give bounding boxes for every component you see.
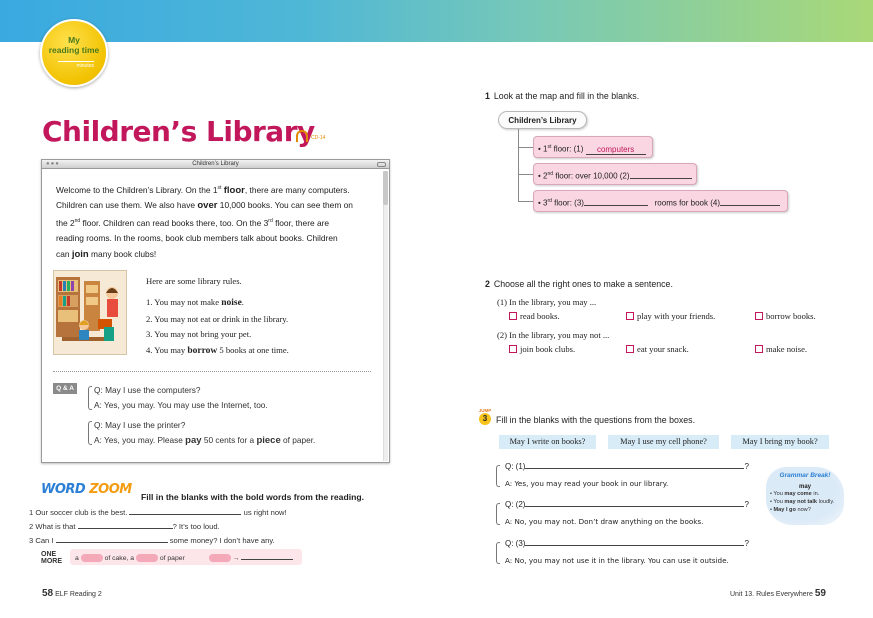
answer-pill[interactable] <box>209 554 231 562</box>
word-zoom-item-1: 1 Our soccer club is the best. us right now! <box>29 508 287 517</box>
qa-bracket <box>496 465 500 487</box>
window-controls-icon: ●●● <box>46 161 60 167</box>
qa-bracket <box>88 421 92 445</box>
question-2-heading: 2 Choose all the right ones to make a sentence. <box>485 279 673 289</box>
scrollbar-thumb <box>383 171 388 205</box>
one-more-logo: ONE MORE <box>41 551 62 565</box>
passage-line: the 2nd floor. Children can read books there, too. On the 3rd floor, there are <box>56 217 330 228</box>
floor-2-box: • 2nd floor: over 10,000 (2) <box>533 163 697 185</box>
bold-word: pay <box>185 435 202 446</box>
q2-option[interactable]: eat your snack. <box>626 344 689 354</box>
qa-bracket <box>88 386 92 410</box>
badge-line1: My <box>68 35 80 45</box>
map-root-node: Children’s Library <box>498 111 587 129</box>
question-box: May I bring my book? <box>731 435 829 449</box>
window-title: Children’s Library <box>192 161 239 167</box>
bold-word: piece <box>256 435 281 446</box>
library-illustration <box>53 270 127 355</box>
answer-pill[interactable] <box>81 554 103 562</box>
question-3-heading: Fill in the blanks with the questions from the boxes. <box>496 415 696 425</box>
checkbox[interactable] <box>626 312 634 320</box>
qa-bracket <box>496 542 500 564</box>
page-number: 58 <box>42 588 54 599</box>
map-connector <box>518 147 533 148</box>
checkbox[interactable] <box>509 345 517 353</box>
answer-blank[interactable] <box>525 500 744 507</box>
book-title: ELF Reading 2 <box>55 591 102 598</box>
reading-passage <box>56 181 372 263</box>
floor-3-box: • 3rd floor: (3) rooms for book (4) <box>533 190 788 212</box>
passage-line: can join many book clubs! <box>56 248 157 260</box>
grammar-example: • You may come in. <box>770 491 820 497</box>
q2-option[interactable]: make noise. <box>755 344 807 354</box>
word-zoom-logo: WORD ZOOM <box>41 482 132 497</box>
qa-question: Q: May I use the computers? <box>94 385 201 395</box>
answer-blank[interactable] <box>525 462 744 469</box>
unit-title: Unit 13. Rules Everywhere <box>730 591 813 598</box>
q3-question-3: Q: (3) ? <box>505 539 749 548</box>
answer-blank[interactable] <box>78 522 173 529</box>
window-scrollbar <box>383 171 388 461</box>
passage-line: reading rooms. In the rooms, book club members talk about books. Children <box>56 233 338 244</box>
checkbox[interactable] <box>755 345 763 353</box>
floor-1-box: • 1st floor: (1) computers <box>533 136 653 158</box>
answer-blank[interactable] <box>525 539 744 546</box>
q2-option[interactable]: borrow books. <box>755 311 816 321</box>
page-number: 59 <box>814 588 826 599</box>
headphones-icon <box>296 130 308 142</box>
question-box: May I write on books? <box>499 435 596 449</box>
passage-line: Children can use them. We also have over 10,000 books. You can see them on <box>56 200 353 212</box>
question-box: May I use my cell phone? <box>608 435 719 449</box>
q3-answer-1: A: Yes, you may read your book in our library. <box>505 479 669 488</box>
jump-icon: JUMP 3 <box>478 408 492 423</box>
q2-sentence-2: (2) In the library, you may not ... <box>497 330 610 340</box>
qa-block-1 <box>86 383 376 413</box>
grammar-example: • May I go now? <box>770 507 811 513</box>
bold-word: floor <box>223 184 245 196</box>
map-connector <box>518 129 519 202</box>
reading-time-badge <box>40 19 108 87</box>
qa-block-2 <box>86 418 376 448</box>
q2-option[interactable]: read books. <box>509 311 560 321</box>
one-more-text: a of cake, a of paper → <box>75 553 293 562</box>
cd-track-label: CD-14 <box>311 135 326 141</box>
q2-option[interactable]: join book clubs. <box>509 344 575 354</box>
answer-blank[interactable] <box>584 199 648 206</box>
q2-sentence-1: (1) In the library, you may ... <box>497 297 597 307</box>
answer-blank[interactable] <box>630 172 692 179</box>
bold-word: noise <box>221 298 242 308</box>
map-connector <box>518 201 533 202</box>
q2-option[interactable]: play with your friends. <box>626 311 715 321</box>
q3-question-1: Q: (1) ? <box>505 462 749 471</box>
divider <box>53 371 371 372</box>
q3-question-2: Q: (2) ? <box>505 500 749 509</box>
qa-question: Q: May I use the printer? <box>94 420 186 430</box>
qa-tag: Q & A <box>53 383 77 394</box>
window-toolbar-button <box>377 162 386 167</box>
right-page-footer <box>730 588 826 599</box>
checkbox[interactable] <box>755 312 763 320</box>
page-title: Children’s Library <box>42 115 315 148</box>
answer-blank[interactable] <box>56 536 168 543</box>
checkbox[interactable] <box>509 312 517 320</box>
word-zoom-item-3: 3 Can I some money? I don’t have any. <box>29 536 275 545</box>
badge-line2: reading time <box>48 45 100 55</box>
map-connector <box>518 174 533 175</box>
q3-answer-3: A: No, you may not use it in the library. You can use it outside. <box>505 556 729 565</box>
rule-item: 3. You may not bring your pet. <box>146 329 252 339</box>
word-zoom-item-2: 2 What is that ? It’s too loud. <box>29 522 220 531</box>
bold-word: over <box>197 200 218 212</box>
grammar-example: • You may not talk loudly. <box>770 499 835 505</box>
grammar-break-title: Grammar Break! <box>779 472 831 479</box>
bold-word: join <box>71 248 89 260</box>
word-zoom-instruction: Fill in the blanks with the bold words from the reading. <box>141 492 364 502</box>
checkbox[interactable] <box>626 345 634 353</box>
grammar-break-word: may <box>798 484 811 490</box>
bold-word: borrow <box>187 345 218 356</box>
grammar-break-bubble <box>766 467 844 525</box>
top-color-band <box>0 0 873 42</box>
answer-blank[interactable] <box>241 553 293 560</box>
answer-blank[interactable] <box>129 508 241 515</box>
window-title-bar <box>42 160 389 169</box>
passage-line: Welcome to the Children’s Library. On the 1st floor, there are many computers. <box>56 184 350 196</box>
q3-answer-2: A: No, you may not. Don’t draw anything on the books. <box>505 517 704 526</box>
answer-blank[interactable] <box>720 199 780 206</box>
rule-item: 2. You may not eat or drink in the library. <box>146 313 289 324</box>
rule-item: 1. You may not make noise. <box>146 297 244 308</box>
rules-intro: Here are some library rules. <box>146 276 242 286</box>
arrow-icon: → <box>232 555 240 562</box>
badge-unit: minutes <box>58 61 94 69</box>
library-rules <box>146 276 366 359</box>
qa-bracket <box>496 503 500 525</box>
question-1-heading: 1 Look at the map and fill in the blanks. <box>485 91 640 101</box>
left-page-footer <box>42 588 102 599</box>
answer-pill[interactable] <box>136 554 158 562</box>
qa-answer: A: Yes, you may. Please pay 50 cents for a piece of paper. <box>94 435 316 446</box>
qa-answer: A: Yes, you may. You may use the Internet, too. <box>94 400 268 410</box>
answer-filled[interactable]: computers <box>586 145 646 155</box>
rule-item: 4. You may borrow 5 books at one time. <box>146 344 289 356</box>
